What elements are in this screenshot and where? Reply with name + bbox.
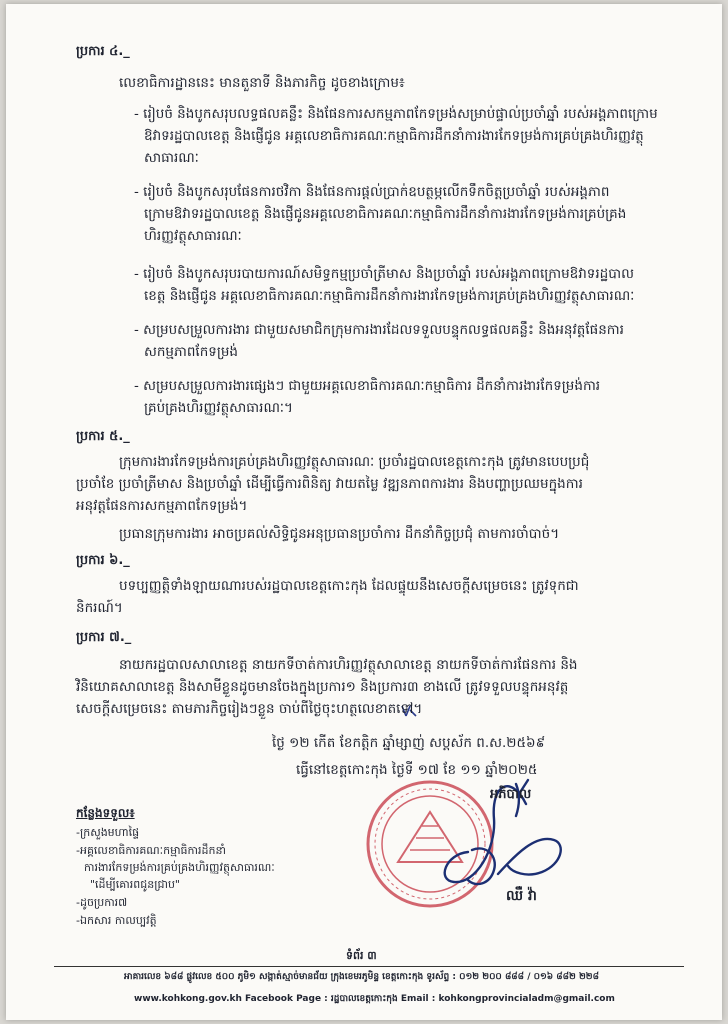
article-7-line-2: វិនិយោគសាលាខេត្ត និងសាមីខ្លួនដូចមានចែងក្នុងប្រការ១ និងប្រការ៣ ខាងលើ ត្រូវទទួលបន្ទុកអនុវត្ត <box>76 679 569 695</box>
article-4-bullet-4-line-2: សកម្មភាពកែទម្រង់ <box>144 344 238 360</box>
recipient-item: -ឯកសារ កាលប្បវត្តិ <box>76 914 157 927</box>
article-5-para-1-line-3: អនុវត្តផែនការសកម្មភាពកែទម្រង់។ <box>76 498 248 514</box>
article-4-bullet-1-line-3: សាធារណៈ <box>144 150 199 166</box>
article-4-bullet-1-line-1: - រៀបចំ និងបូកសរុបលទ្ធផលគន្លឹះ និងផែនការសកម្មភាពកែទម្រង់សម្រាប់ផ្ទាល់ប្រចាំឆ្នាំ របស់អង្គភាពក្រោម <box>134 106 658 122</box>
article-4-bullet-5-line-1: - សម្របសម្រួលការងារផ្សេងៗ ជាមួយអគ្គលេខាធិការគណៈកម្មាធិការ ដឹកនាំការងារកែទម្រង់ការ <box>134 378 601 394</box>
official-seal <box>368 782 492 906</box>
place-and-date: ធ្វើនៅខេត្តកោះកុង ថ្ងៃទី ១៧ ខែ ១១ ឆ្នាំ២០២៥ <box>296 762 538 778</box>
recipient-item: "ដើម្បីគោរពជូនជ្រាប" <box>90 878 180 891</box>
article-6-line-1: បទប្បញ្ញត្តិទាំងឡាយណារបស់រដ្ឋបាលខេត្តកោះកុង ដែលផ្ទុយនឹងសេចក្តីសម្រេចនេះ ត្រូវទុកជា <box>119 578 579 594</box>
article-5-para-1-line-1: ក្រុមការងារកែទម្រង់ការគ្រប់គ្រងហិរញ្ញវត្ថុសាធារណៈ ប្រចាំរដ្ឋបាលខេត្តកោះកុង ត្រូវមានបេបប្រជុំ <box>119 454 590 470</box>
article-4-intro: លេខាធិការដ្ឋាននេះ មានតួនាទី និងភារកិច្ច ដូចខាងក្រោម៖ <box>119 75 405 91</box>
article-5-para-2: ប្រធានក្រុមការងារ អាចប្រគល់សិទ្ធិជូនអនុប្រធានប្រចាំការ ដឹកនាំកិច្ចប្រជុំ តាមការចាំបាច់។ <box>119 526 560 542</box>
recipient-item: -អគ្គលេខាធិការគណៈកម្មាធិការដឹកនាំ <box>76 844 226 857</box>
article-6-line-2: និករណ៍។ <box>76 600 123 616</box>
article-5-label: ប្រការ ៥._ <box>76 429 130 444</box>
article-4-bullet-1-line-2: ឱវាទរដ្ឋបាលខេត្ត និងផ្ញើជូន អគ្គលេខាធិការគណៈកម្មាធិការដឹកនាំការងារកែទម្រង់ការគ្រប់គ្រងហិរញ្ញវត្ថុ <box>144 128 644 144</box>
recipient-item: ការងារកែទម្រង់ការគ្រប់គ្រងហិរញ្ញវត្ថុសាធារណៈ <box>84 861 275 874</box>
footer-divider <box>54 966 684 967</box>
footer-contacts: www.kohkong.gov.kh Facebook Page : រដ្ឋបាលខេត្តកោះកុង Email : kohkongprovincialadm@gmail.com <box>134 994 615 1004</box>
footer-address: អាគារលេខ ៦៨៨ ផ្លូវលេខ ៥០០ ភូមិ១ សង្កាត់ស្មាច់មានជ័យ ក្រុងខេមរភូមិន្ទ ខេត្តកោះកុង ទូរស័ព្ទ : ០១២ ២០០ ៨៨៨ / ០១៦ ៨៨២ ២២៨ <box>124 972 599 982</box>
article-7-line-3: សេចក្តីសម្រេចនេះ តាមភារកិច្ចរៀងៗខ្លួន ចាប់ពីថ្ងៃចុះហត្ថលេខាតទៅ។ <box>76 701 423 717</box>
signatory-name: ឈឺ វ៉ា <box>506 888 537 904</box>
recipients-heading: កន្លែងទទួល៖ <box>76 806 135 820</box>
article-4-bullet-3-line-1: - រៀបចំ និងបូកសរុបរបាយការណ៍សមិទ្ធកម្មប្រចាំត្រីមាស និងប្រចាំឆ្នាំ របស់អង្គភាពក្រោមឱវាទរដ្ឋបាល <box>134 266 634 282</box>
article-4-label: ប្រការ ៤._ <box>76 44 130 59</box>
article-4-bullet-3-line-2: ខេត្ត និងផ្ញើជូន អគ្គលេខាធិការគណៈកម្មាធិការដឹកនាំការងារកែទម្រង់ការគ្រប់គ្រងហិរញ្ញវត្ថុសាធារណៈ <box>144 288 635 304</box>
article-7-line-1: នាយករដ្ឋបាលសាលាខេត្ត នាយកទីចាត់ការហិរញ្ញវត្ថុសាលាខេត្ត នាយកទីចាត់ការផែនការ និង <box>119 657 578 673</box>
recipient-item: -ដូចប្រការ៧ <box>76 896 128 909</box>
article-6-label: ប្រការ ៦._ <box>76 553 130 568</box>
article-4-bullet-4-line-1: - សម្របសម្រួលការងារ ជាមួយសមាជិកក្រុមការងារដែលទទួលបន្ទុកលទ្ធផលគន្លឹះ និងអនុវត្តផែនការ <box>134 322 624 338</box>
recipient-item: -ក្រសួងមហាផ្ទៃ <box>76 826 140 839</box>
page-number: ទំព័រ ៣ <box>346 949 377 962</box>
lunar-date: ថ្ងៃ ១២ កើត ខែកត្តិក ឆ្នាំម្សាញ់ សប្តស័ក ព.ស.២៥៦៩ <box>272 735 546 751</box>
document-page <box>6 4 722 1020</box>
article-7-label: ប្រការ ៧._ <box>76 630 132 645</box>
article-4-bullet-2-line-2: ក្រោមឱវាទរដ្ឋបាលខេត្ត និងផ្ញើជូនអគ្គលេខាធិការគណៈកម្មាធិការដឹកនាំការងារកែទម្រង់ការគ្រប់គ្រង <box>144 206 627 222</box>
article-5-para-1-line-2: ប្រចាំខែ ប្រចាំត្រីមាស និងប្រចាំឆ្នាំ ដើម្បីធ្វើការពិនិត្យ វាយតម្លៃ វឌ្ឍនភាពការងារ និងបញ្ហាប្រឈមក្នុងការ <box>76 476 583 492</box>
article-4-bullet-2-line-1: - រៀបចំ និងបូកសរុបផែនការថវិកា និងផែនការផ្តល់ប្រាក់ឧបត្ថម្ភលើកទឹកចិត្តប្រចាំឆ្នាំ របស់អង្គភាព <box>134 184 610 200</box>
article-4-bullet-2-line-3: ហិរញ្ញវត្ថុសាធារណៈ <box>144 228 242 244</box>
signatory-title: អភិបាល <box>490 787 532 802</box>
article-4-bullet-5-line-2: គ្រប់គ្រងហិរញ្ញវត្ថុសាធារណៈ។ <box>144 400 293 416</box>
